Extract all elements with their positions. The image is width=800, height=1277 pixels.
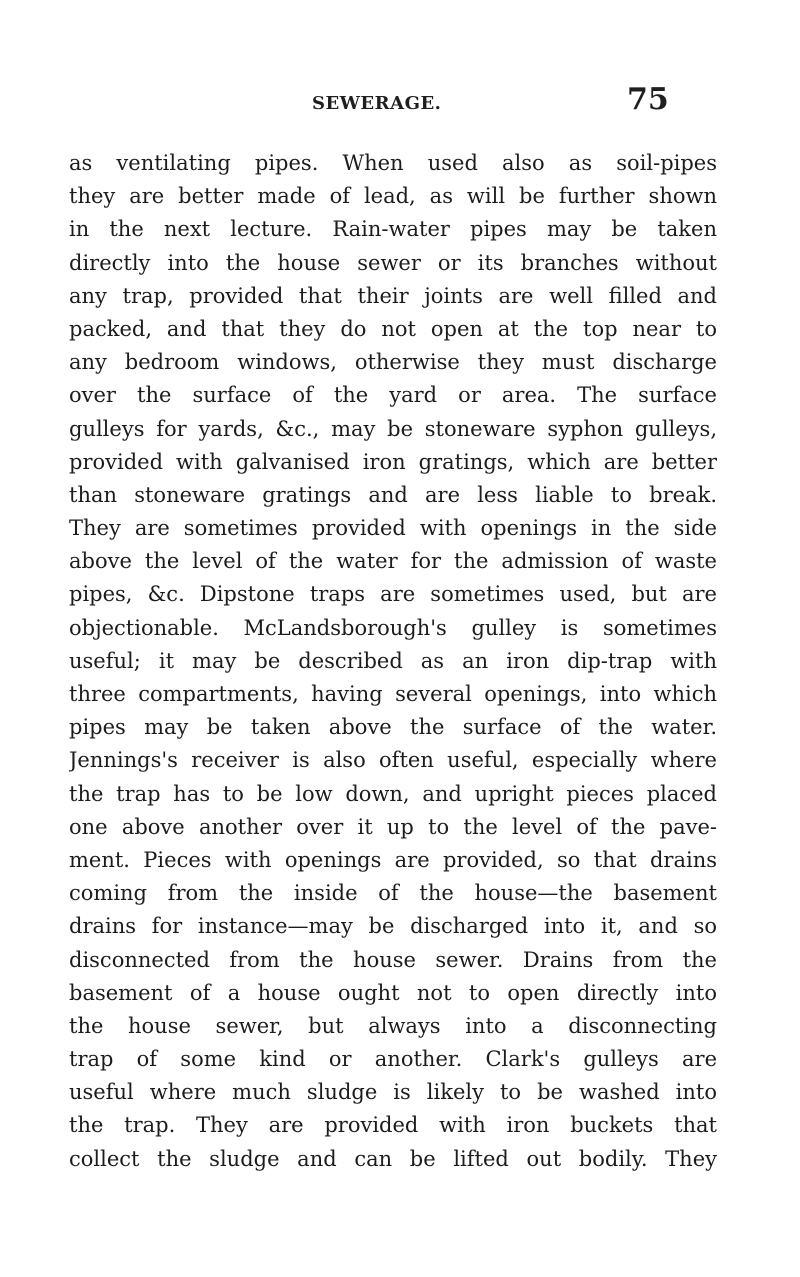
text-line: the house sewer, but always into a disconnecting — [69, 1013, 717, 1038]
text-line: they are better made of lead, as will be further shown — [69, 184, 717, 209]
text-line: pipes may be taken above the surface of the water. — [69, 715, 717, 740]
text-line: collect the sludge and can be lifted out bodily. They — [69, 1146, 717, 1171]
text-line: They are sometimes provided with openings in the side — [69, 516, 717, 541]
text-line: useful where much sludge is likely to be washed into — [69, 1080, 717, 1105]
text-line: above the level of the water for the admission of waste — [69, 549, 717, 574]
text-line: packed, and that they do not open at the top near to — [69, 316, 717, 341]
text-line: than stoneware gratings and are less liable to break. — [69, 482, 717, 507]
text-line: pipes, &c. Dipstone traps are sometimes used, but are — [69, 582, 717, 607]
text-line: the trap has to be low down, and upright pieces placed — [69, 781, 717, 806]
running-title: SEWERAGE. — [312, 93, 442, 114]
text-line: Jennings's receiver is also often useful, especially where — [69, 748, 717, 773]
text-line: directly into the house sewer or its branches without — [69, 250, 717, 275]
text-line: any bedroom windows, otherwise they must discharge — [69, 350, 717, 375]
text-line: one above another over it up to the level of the pave- — [69, 814, 717, 839]
text-line: any trap, provided that their joints are well filled and — [69, 283, 717, 308]
text-line: three compartments, having several openings, into which — [69, 682, 717, 706]
text-line: ment. Pieces with openings are provided, so that drains — [69, 847, 717, 872]
body-text — [69, 147, 717, 1176]
text-line: disconnected from the house sewer. Drains from the — [69, 947, 717, 972]
text-line: coming from the inside of the house—the basement — [69, 881, 717, 906]
text-line: provided with galvanised iron gratings, which are better — [69, 449, 717, 474]
text-line: over the surface of the yard or area. The surface — [69, 383, 717, 408]
text-line: objectionable. McLandsborough's gulley is sometimes — [69, 615, 717, 640]
text-line: useful; it may be described as an iron dip-trap with — [69, 648, 717, 673]
text-line: drains for instance—may be discharged into it, and so — [69, 914, 717, 939]
text-line: basement of a house ought not to open directly into — [69, 980, 717, 1005]
text-line: gulleys for yards, &c., may be stoneware syphon gulleys, — [69, 416, 717, 441]
text-line: the trap. They are provided with iron buckets that — [69, 1113, 717, 1138]
text-line: in the next lecture. Rain-water pipes may be taken — [69, 217, 717, 242]
text-line: as ventilating pipes. When used also as soil-pipes — [69, 151, 717, 175]
page-number: 75 — [627, 82, 669, 117]
text-line: trap of some kind or another. Clark's gulleys are — [69, 1047, 717, 1072]
running-head — [0, 82, 800, 128]
